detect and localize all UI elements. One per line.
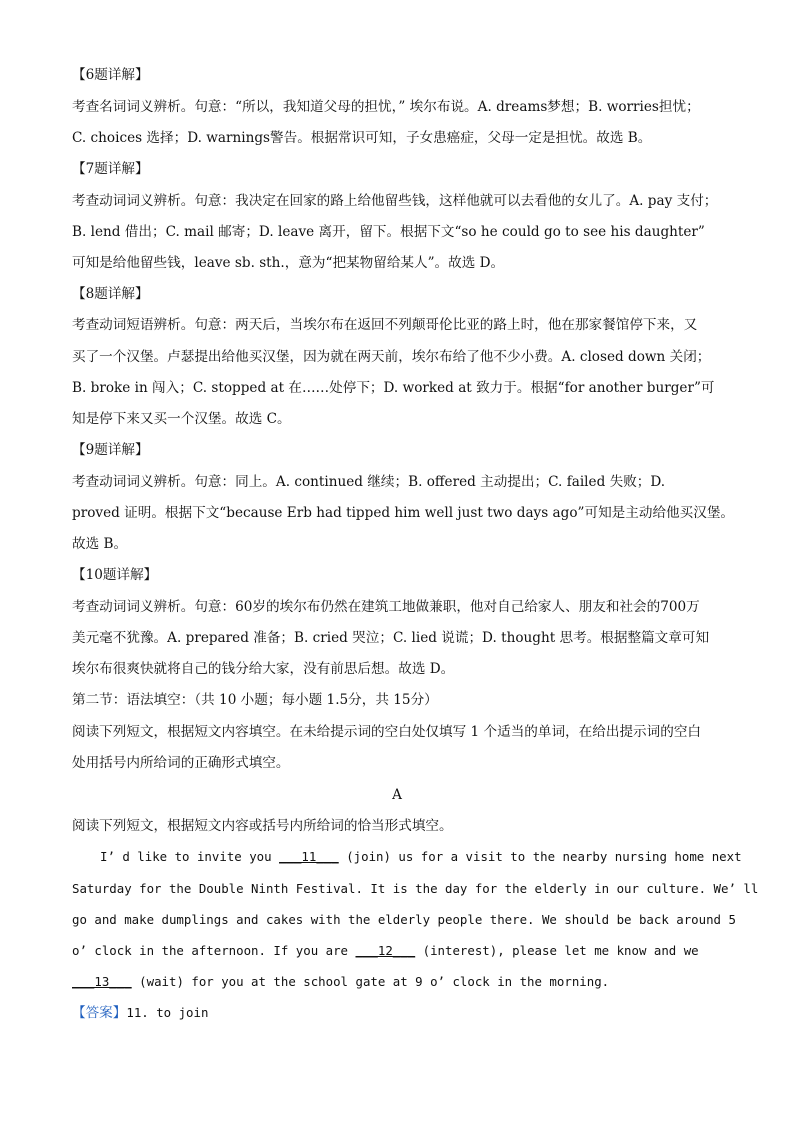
heading-q6: 【6题详解】 — [72, 67, 149, 83]
blank-13: ___13___ — [72, 974, 132, 989]
passage-text: (interest), please let me know and we — [415, 943, 699, 958]
passage-text: I’ d like to invite you — [100, 849, 280, 864]
explanation-line: 考查名词词义辨析。句意：“所以，我知道父母的担忧，” 埃尔布说。A. dreams梦想；B. worries担忧； — [72, 99, 700, 115]
heading-q9: 【9题详解】 — [72, 442, 149, 458]
passage-instruction: 阅读下列短文，根据短文内容或括号内所给词的恰当形式填空。 — [72, 818, 453, 834]
passage-line — [72, 973, 732, 991]
passage-line: go and make dumplings and cakes with the elderly people there. We should be back around 5 — [72, 912, 736, 927]
passage-line — [72, 942, 732, 960]
explanation-line: 埃尔布很爽快就将自己的钱分给大家，没有前思后想。故选 D。 — [72, 661, 455, 677]
passage-line — [100, 848, 760, 866]
passage-letter: A — [392, 787, 402, 803]
explanation-line: B. broke in 闯入；C. stopped at 在……处停下；D. worked at 致力于。根据“for another burger”可 — [72, 380, 715, 396]
explanation-line: 故选 B。 — [72, 536, 128, 552]
section-heading: 第二节：语法填空：（共 10 小题；每小题 1.5分，共 15分） — [72, 692, 438, 708]
section-instruction: 阅读下列短文，根据短文内容填空。在未给提示词的空白处仅填写 1 个适当的单词，在给出提示词的空白 — [72, 724, 702, 740]
explanation-line: 考查动词短语辨析。句意：两天后，当埃尔布在返回不列颠哥伦比亚的路上时，他在那家餐馆停下来，又 — [72, 317, 698, 333]
passage-text: o’ clock in the afternoon. If you are — [72, 943, 356, 958]
explanation-line: 考查动词词义辨析。句意：同上。A. continued 继续；B. offered 主动提出；C. failed 失败；D. — [72, 474, 666, 490]
heading-q10: 【10题详解】 — [72, 567, 158, 583]
answer-line — [72, 1004, 732, 1022]
passage-text: (wait) for you at the school gate at 9 o’ clock in the morning. — [131, 974, 610, 989]
heading-q7: 【7题详解】 — [72, 161, 149, 177]
blank-12: ___12___ — [355, 943, 416, 958]
explanation-line: 美元毫不犹豫。A. prepared 准备；B. cried 哭泣；C. lied 说谎；D. thought 思考。根据整篇文章可知 — [72, 630, 710, 646]
section-instruction: 处用括号内所给词的正确形式填空。 — [72, 755, 290, 771]
explanation-line: B. lend 借出；C. mail 邮寄；D. leave 离开，留下。根据下文“so he could go to see his daughter” — [72, 224, 705, 240]
passage-text: (join) us for a visit to the nearby nursing home next — [338, 849, 742, 864]
explanation-line: C. choices 选择；D. warnings警告。根据常识可知，子女患癌症，父母一定是担忧。故选 B。 — [72, 130, 652, 146]
blank-11: ___11___ — [279, 849, 339, 864]
heading-q8: 【8题详解】 — [72, 286, 149, 302]
explanation-line: 买了一个汉堡。卢瑟提出给他买汉堡，因为就在两天前，埃尔布给了他不少小费。A. closed down 关闭； — [72, 349, 711, 365]
answer-label: 【答案】 — [72, 1005, 127, 1021]
answer-text: 11. to join — [126, 1005, 209, 1020]
passage-line: Saturday for the Double Ninth Festival. It is the day for the elderly in our culture. We’ ll — [72, 881, 759, 896]
explanation-line: 考查动词词义辨析。句意：我决定在回家的路上给他留些钱，这样他就可以去看他的女儿了。A. pay 支付； — [72, 193, 718, 209]
explanation-line: 考查动词词义辨析。句意：60岁的埃尔布仍然在建筑工地做兼职，他对自己给家人、朋友和社会的700万 — [72, 599, 700, 615]
explanation-line: proved 证明。根据下文“because Erb had tipped him well just two days ago”可知是主动给他买汉堡。 — [72, 505, 735, 521]
explanation-line: 可知是给他留些钱，leave sb. sth.，意为“把某物留给某人”。故选 D。 — [72, 255, 505, 271]
explanation-line: 知是停下来又买一个汉堡。故选 C。 — [72, 411, 291, 427]
